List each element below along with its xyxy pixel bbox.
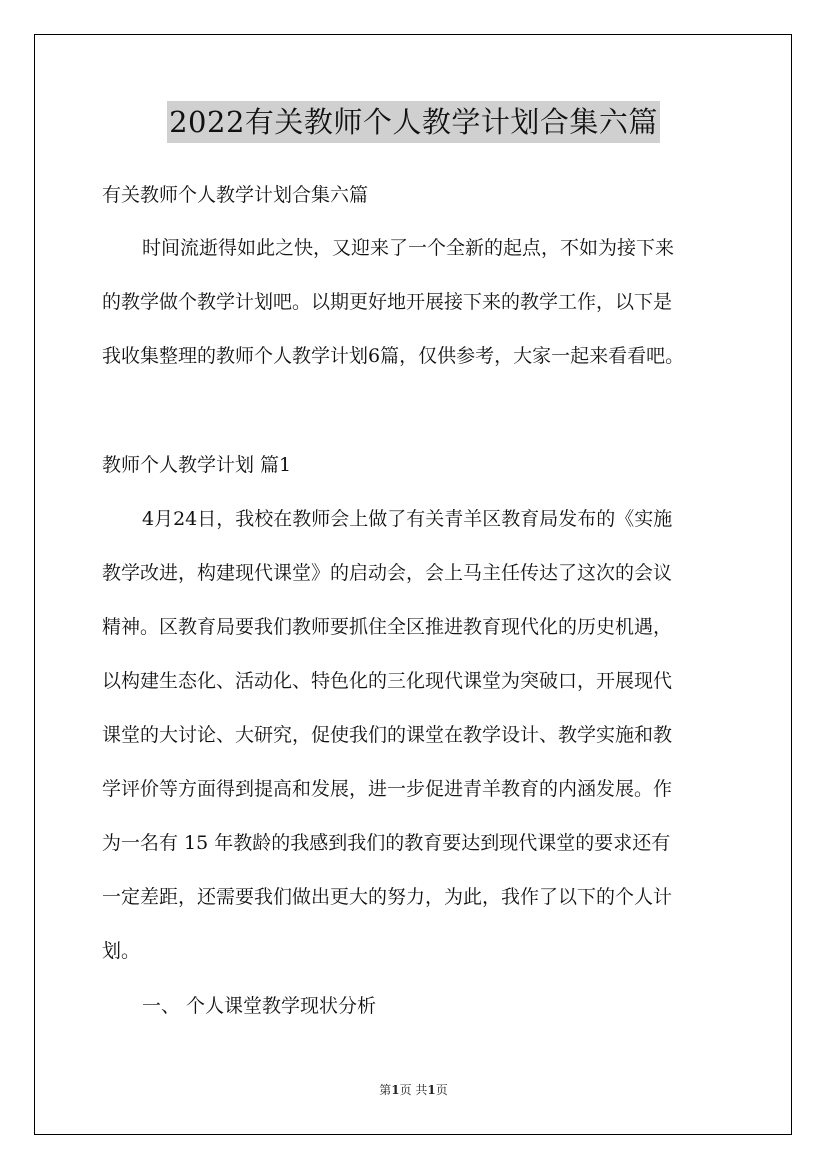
title-wrap (0, 101, 827, 143)
page-number: 1 (391, 1083, 400, 1097)
body-line: 精神。区教育局要我们教师要抓住全区推进教育现代化的历史机遇， (102, 616, 673, 638)
intro-line: 我收集整理的教师个人教学计划6篇，仅供参考，大家一起来看看吧。 (102, 345, 685, 367)
body-line: 教学改进，构建现代课堂》的启动会，会上马主任传达了这次的会议 (102, 562, 673, 584)
body-line: 学评价等方面得到提高和发展，进一步促进青羊教育的内涵发展。作 (102, 778, 673, 800)
body-line: 课堂的大讨论、大研究，促使我们的课堂在教学设计、教学实施和教 (102, 724, 673, 746)
list-item: 一、 个人课堂教学现状分析 (142, 995, 377, 1017)
intro-line: 时间流逝得如此之快，又迎来了一个全新的起点，不如为接下来 (142, 237, 675, 259)
footer-suffix: 页 (435, 1083, 448, 1097)
intro-line: 的教学做个教学计划吧。以期更好地开展接下来的教学工作，以下是 (102, 291, 673, 313)
page-footer (0, 1082, 827, 1098)
footer-prefix: 第 (379, 1083, 392, 1097)
body-line: 为一名有 15 年教龄的我感到我们的教育要达到现代课堂的要求还有 (102, 832, 671, 854)
document-title: 2022有关教师个人教学计划合集六篇 (167, 101, 660, 143)
total-pages: 1 (427, 1083, 436, 1097)
body-line: 4月24日，我校在教师会上做了有关青羊区教育局发布的《实施 (142, 508, 673, 530)
body-line: 一定差距，还需要我们做出更大的努力，为此，我作了以下的个人计 (102, 886, 673, 908)
document-subtitle: 有关教师个人教学计划合集六篇 (102, 184, 369, 206)
body-line: 以构建生态化、活动化、特色化的三化现代课堂为突破口，开展现代 (102, 670, 673, 692)
section-heading: 教师个人教学计划 篇1 (102, 454, 292, 476)
body-line: 划。 (102, 940, 141, 962)
footer-mid: 页 共 (399, 1083, 428, 1097)
